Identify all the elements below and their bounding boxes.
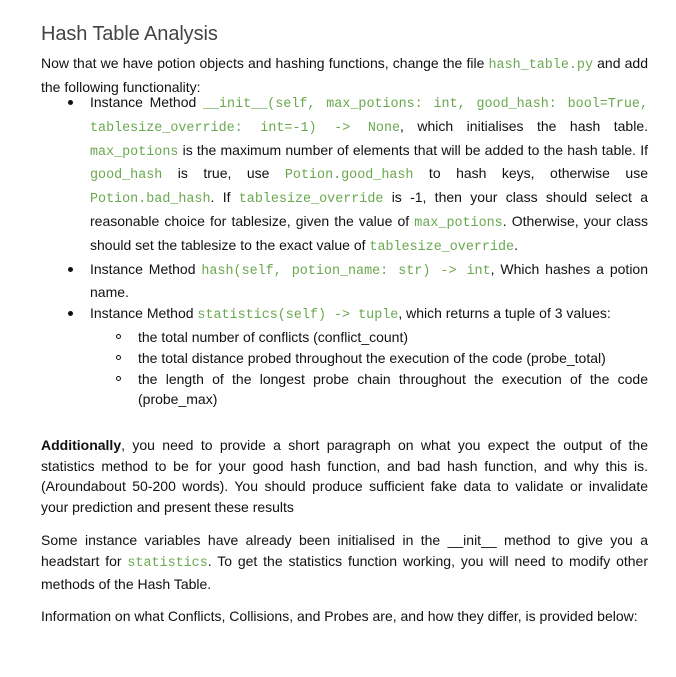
code-filename: hash_table.py <box>488 58 593 73</box>
intro-paragraph <box>41 53 648 97</box>
sublist-item: the total distance probed throughout the execution of the code (probe_total) <box>138 348 648 369</box>
item-text: . If <box>210 189 239 206</box>
bold-lead: Additionally <box>41 437 122 453</box>
code-bad-hash-fn: Potion.bad_hash <box>90 192 211 208</box>
code-statistics: statistics <box>127 555 208 571</box>
code-init-signature: __init__(self, max_potions: int, good_hash: bool=True, tablesize_override: int=-1) -> None <box>90 97 648 136</box>
item-text: . <box>514 236 518 253</box>
code-max-potions: max_potions <box>414 215 503 231</box>
intro-text: Now that we have potion objects and hashing functions, change the file <box>41 55 489 71</box>
info-paragraph: Information on what Conflicts, Collisions, and Probes are, and how they differ, is provided below: <box>41 608 638 624</box>
instance-vars-paragraph <box>41 530 648 595</box>
item-text: Instance Method <box>90 94 203 110</box>
item-text: is -1, then your class should select a reasonable choice for tablesize, given the value of <box>90 189 649 229</box>
item-text: to hash keys, otherwise use <box>413 165 648 182</box>
item-text: is true, use <box>162 165 285 182</box>
item-text: , which returns a tuple of 3 values: <box>398 305 611 322</box>
item-text: , Which hashes a potion name. <box>90 260 648 301</box>
list-item-hash <box>90 259 648 304</box>
paragraph-text: . To get the statistics function working, you will need to modify other methods of the Hash Table. <box>41 552 648 592</box>
item-text: . Otherwise, your class should set the tablesize to the exact value of <box>90 212 649 253</box>
code-tablesize-override: tablesize_override <box>369 239 515 255</box>
item-text: , which initialises the hash table. <box>400 117 648 134</box>
functionality-list <box>41 92 648 410</box>
code-good-hash-fn: Potion.good_hash <box>284 168 414 184</box>
list-item-statistics <box>90 303 648 410</box>
intro-text: and add the following functionality: <box>41 55 648 95</box>
statistics-sublist <box>90 327 648 410</box>
list-item-init <box>90 92 648 259</box>
additionally-paragraph <box>41 435 648 517</box>
code-good-hash: good_hash <box>90 168 163 184</box>
page-title: Hash Table Analysis <box>41 23 218 45</box>
code-max-potions: max_potions <box>90 144 179 160</box>
code-statistics-signature: statistics(self) -> tuple <box>197 308 399 324</box>
sublist-item: the total number of conflicts (conflict_count) <box>138 327 648 348</box>
item-text: Instance Method <box>90 305 198 322</box>
code-hash-signature: hash(self, potion_name: str) -> int <box>201 263 491 279</box>
code-tablesize-override: tablesize_override <box>238 192 384 208</box>
item-text: is the maximum number of elements that will be added to the hash table. If <box>178 141 648 158</box>
paragraph-text: Some instance variables have already been initialised in the __init__ method to give you a headstart for <box>41 532 648 569</box>
item-text: Instance Method <box>90 260 202 277</box>
paragraph-text: , you need to provide a short paragraph on what you expect the output of the statistics method to be for your good hash function, and bad hash function, and why this is. (Aroundabout 50-200 words). You should produce sufficient fake data to validate or invalidate your prediction and present these results <box>41 437 648 515</box>
sublist-item: the length of the longest probe chain throughout the execution of the code (probe_max) <box>138 369 648 411</box>
